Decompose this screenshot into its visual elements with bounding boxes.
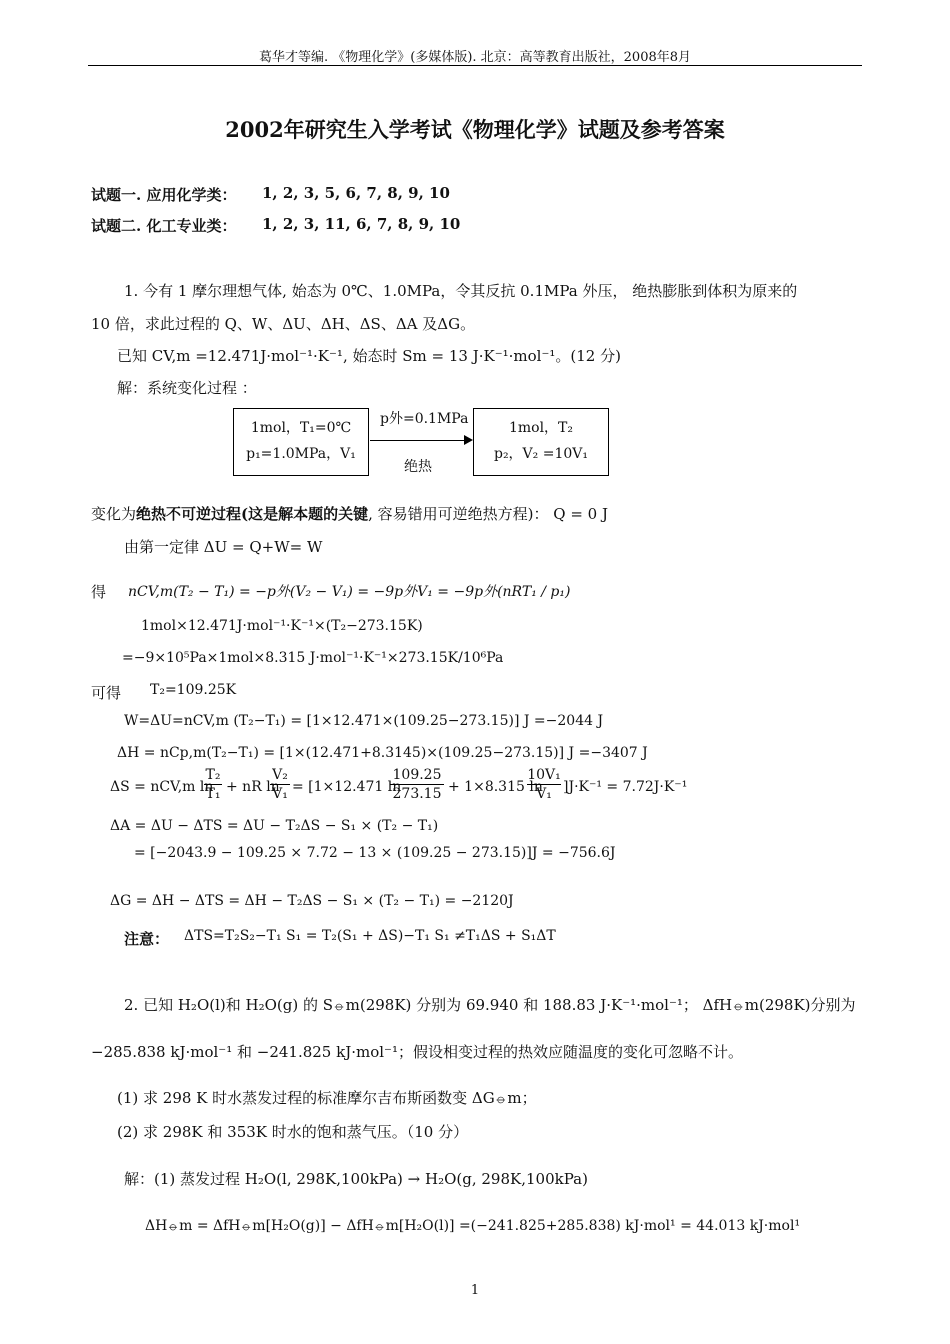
get-label: 得 bbox=[91, 583, 107, 601]
equation-S-part3: = [1×12.471 ln bbox=[292, 779, 402, 795]
arrow-condition-pressure: p外=0.1MPa bbox=[380, 411, 469, 427]
running-header: 葛华才等编. 《物理化学》(多媒体版). 北京：高等教育出版社，2008年8月 bbox=[258, 50, 692, 65]
fraction-temperature-ratio bbox=[390, 768, 444, 801]
equation-S-part1: ΔS = nCV,m ln bbox=[110, 779, 214, 795]
fraction-bar bbox=[527, 784, 561, 785]
result-label: 可得 bbox=[91, 684, 122, 702]
problem2-question2: (2) 求 298K 和 353K 时水的饱和蒸气压。（10 分） bbox=[117, 1123, 469, 1141]
process-note-emphasis: 绝热不可逆过程(这是解本题的关键 bbox=[136, 505, 369, 523]
page-title: 2002年研究生入学考试《物理化学》试题及参考答案 bbox=[225, 117, 725, 142]
initial-state-box bbox=[233, 408, 369, 476]
arrow-head-icon bbox=[464, 435, 473, 445]
equation-A-line1: ΔA = ΔU − ΔTS = ΔU − T₂ΔS − S₁ × (T₂ − T₁) bbox=[110, 818, 439, 834]
process-note-suffix: , 容易错用可逆绝热方程)： Q = 0 J bbox=[368, 505, 609, 523]
problem2-statement-line2: −285.838 kJ·mol⁻¹ 和 −241.825 kJ·mol⁻¹；假设相变过程的热效应随温度的变化可忽略不计。 bbox=[91, 1043, 743, 1061]
paper-two-label: 试题二. 化工专业类： bbox=[91, 217, 237, 235]
equation-W: W=ΔU=nCV,m (T₂−T₁) = [1×12.471×(109.25−273.15)] J =−2044 J bbox=[124, 713, 604, 729]
problem2-question1: (1) 求 298 K 时水蒸发过程的标准摩尔吉布斯函数变 ΔG⦵m； bbox=[117, 1089, 537, 1107]
equation-energy-balance: nCV,m(T₂ − T₁) = −p外(V₂ − V₁) = −9p外V₁ = −9p外(nRT₁ / p₁) bbox=[128, 584, 571, 600]
fraction-denominator: V₁ bbox=[536, 786, 552, 802]
fraction-numerator: 109.25 bbox=[392, 767, 442, 783]
final-state-line2: p₂，V₂ =10V₁ bbox=[493, 446, 588, 462]
problem2-statement-line1: 2. 已知 H₂O(l)和 H₂O(g) 的 S⦵m(298K) 分别为 69.940 和 188.83 J·K⁻¹·mol⁻¹； ΔfH⦵m(298K)分别为 bbox=[124, 996, 856, 1014]
equation-S-part4: + 1×8.315 ln bbox=[448, 779, 543, 795]
initial-state-line1: 1mol，T₁=0℃ bbox=[250, 420, 352, 436]
fraction-volume-ratio bbox=[527, 768, 561, 801]
problem1-solution-intro: 解：系统变化过程 ： bbox=[117, 379, 257, 397]
fraction-numerator: T₂ bbox=[205, 767, 221, 783]
fraction-bar bbox=[270, 784, 290, 785]
problem1-statement-line2: 10 倍，求此过程的 Q、W、ΔU、ΔH、ΔS、ΔA 及ΔG。 bbox=[91, 315, 476, 333]
final-state-line1: 1mol，T₂ bbox=[508, 420, 574, 436]
result-T2: T₂=109.25K bbox=[150, 682, 237, 698]
fraction-bar bbox=[390, 784, 444, 785]
equation-numeric-rhs: =−9×10⁵Pa×1mol×8.315 J·mol⁻¹·K⁻¹×273.15K/10⁶Pa bbox=[122, 650, 504, 666]
arrow-condition-adiabatic: 绝热 bbox=[404, 459, 432, 475]
note-text: ΔTS=T₂S₂−T₁ S₁ = T₂(S₁ + ΔS)−T₁ S₁ ≠T₁ΔS + S₁ΔT bbox=[184, 928, 556, 944]
first-law: 由第一定律 ΔU = Q+W= W bbox=[124, 538, 323, 556]
fraction-T2-over-T1 bbox=[204, 768, 222, 801]
process-note-prefix: 变化为 bbox=[91, 505, 137, 523]
equation-G: ΔG = ΔH − ΔTS = ΔH − T₂ΔS − S₁ × (T₂ − T₁) = −2120J bbox=[110, 893, 514, 909]
problem1-given: 已知 CV,m =12.471J·mol⁻¹·K⁻¹, 始态时 Sm = 13 J·K⁻¹·mol⁻¹。(12 分) bbox=[117, 347, 621, 365]
final-state-box bbox=[473, 408, 609, 476]
process-arrow bbox=[370, 440, 466, 441]
fraction-bar bbox=[204, 784, 222, 785]
equation-numeric-lhs: 1mol×12.471J·mol⁻¹·K⁻¹×(T₂−273.15K) bbox=[141, 618, 423, 634]
header-rule bbox=[88, 65, 862, 66]
process-note bbox=[91, 503, 608, 524]
fraction-V2-over-V1 bbox=[270, 768, 290, 801]
paper-two-items: 1, 2, 3, 11, 6, 7, 8, 9, 10 bbox=[262, 215, 461, 233]
fraction-numerator: V₂ bbox=[272, 767, 288, 783]
note-label: 注意： bbox=[124, 930, 170, 948]
equation-S-part2: + nR ln bbox=[226, 779, 280, 795]
paper-one-items: 1, 2, 3, 5, 6, 7, 8, 9, 10 bbox=[262, 184, 450, 202]
equation-H: ΔH = nCp,m(T₂−T₁) = [1×(12.471+8.3145)×(109.25−273.15)] J =−3407 J bbox=[117, 745, 648, 761]
equation-S-part5: ]J·K⁻¹ = 7.72J·K⁻¹ bbox=[563, 779, 688, 795]
problem1-statement-line1: 1. 今有 1 摩尔理想气体, 始态为 0℃、1.0MPa，令其反抗 0.1MPa 外压， 绝热膨胀到体积为原来的 bbox=[124, 282, 798, 300]
initial-state-line2: p₁=1.0MPa，V₁ bbox=[246, 446, 356, 462]
problem2-solution-line1: 解：(1) 蒸发过程 H₂O(l, 298K,100kPa) → H₂O(g, 298K,100kPa) bbox=[124, 1170, 588, 1188]
page-number: 1 bbox=[470, 1283, 480, 1298]
equation-A-line2: = [−2043.9 − 109.25 × 7.72 − 13 × (109.25 − 273.15)]J = −756.6J bbox=[134, 845, 616, 861]
fraction-denominator: V₁ bbox=[272, 786, 288, 802]
fraction-numerator: 10V₁ bbox=[527, 767, 561, 783]
fraction-denominator: T₁ bbox=[205, 786, 221, 802]
paper-one-label: 试题一. 应用化学类： bbox=[91, 186, 237, 204]
fraction-denominator: 273.15 bbox=[392, 786, 442, 802]
problem2-solution-line2: ΔH⦵m = ΔfH⦵m[H₂O(g)] − ΔfH⦵m[H₂O(l)] =(−241.825+285.838) kJ·mol¹ = 44.013 kJ·mol¹ bbox=[145, 1218, 801, 1234]
